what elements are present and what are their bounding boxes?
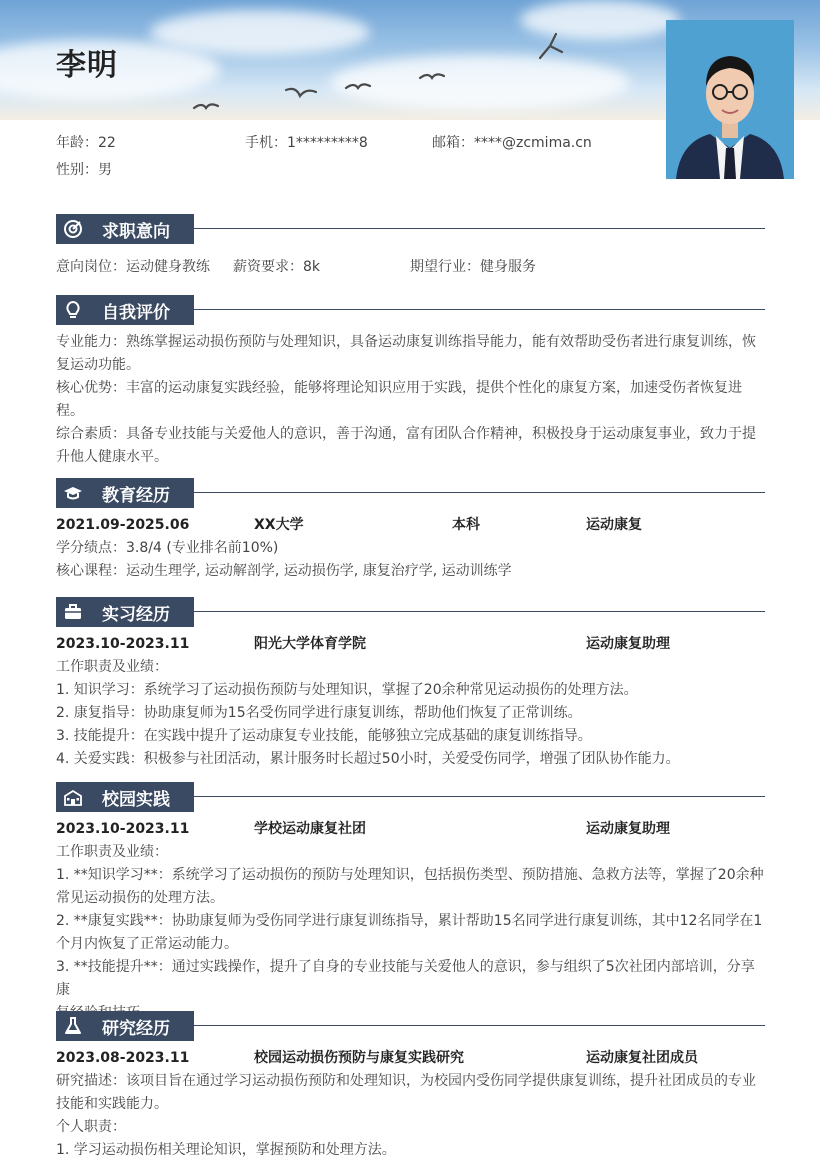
campus-line: 常见运动损伤的处理方法。 — [56, 890, 224, 906]
intent-salary: 薪资要求：8k — [233, 259, 321, 275]
section-title-campus — [56, 782, 194, 812]
intern-line: 3. 技能提升：在实践中提升了运动康复专业技能，能够独立完成基础的康复训练指导。 — [56, 728, 592, 744]
campus-line: 工作职责及业绩： — [56, 844, 168, 860]
research-role: 运动康复社团成员 — [586, 1050, 698, 1066]
edu-line: 核心课程：运动生理学, 运动解剖学, 运动损伤学, 康复治疗学, 运动训练学 — [56, 563, 512, 579]
edu-major: 运动康复 — [586, 517, 642, 533]
self-line: 核心优势：丰富的运动康复实践经验，能够将理论知识应用于实践，提供个性化的康复方案，加速受伤者恢复进 — [56, 380, 742, 396]
profile-photo — [666, 20, 794, 179]
section-title-text: 研究经历 — [102, 1018, 170, 1039]
section-intent — [56, 214, 765, 279]
campus-line: 1. **知识学习**：系统学习了运动损伤的预防与处理知识，包括损伤类型、预防措施、急救方法等，掌握了20余种 — [56, 867, 764, 883]
campus-line: 3. **技能提升**：通过实践操作，提升了自身的专业技能与关爱他人的意识，参与组织了5次社团内部培训，分享康 — [56, 959, 755, 998]
section-title-self — [56, 295, 194, 325]
self-line: 程。 — [56, 403, 84, 419]
intent-position: 意向岗位：运动健身教练 — [56, 259, 210, 275]
section-education — [56, 478, 765, 583]
self-line: 专业能力：熟练掌握运动损伤预防与处理知识，具备运动康复训练指导能力，能有效帮助受伤者进行康复训练，恢 — [56, 334, 756, 350]
intern-date: 2023.10-2023.11 — [56, 636, 190, 652]
section-title-education — [56, 478, 194, 508]
section-research — [56, 1011, 765, 1162]
campus-line: 2. **康复实践**：协助康复师为受伤同学进行康复训练指导，累计帮助15名同学进行康复训练，其中12名同学在1 — [56, 913, 763, 929]
info-email: 邮箱：****@zcmima.cn — [432, 135, 592, 151]
section-self — [56, 295, 765, 469]
research-line: 研究描述：该项目旨在通过学习运动损伤预防和处理知识，为校园内受伤同学提供康复训练，提升社团成员的专业 — [56, 1073, 756, 1089]
edu-date: 2021.09-2025.06 — [56, 517, 190, 533]
graduation-cap-icon — [62, 482, 84, 504]
self-line: 复运动功能。 — [56, 357, 140, 373]
section-title-internship — [56, 597, 194, 627]
lightbulb-icon — [62, 299, 84, 321]
section-title-text: 校园实践 — [102, 789, 170, 810]
info-phone: 手机：1*********8 — [245, 135, 368, 151]
section-title-text: 教育经历 — [102, 485, 170, 506]
candidate-name: 李明 — [56, 48, 118, 83]
school-building-icon — [62, 786, 84, 808]
campus-line: 个月内恢复了正常运动能力。 — [56, 936, 238, 952]
research-date: 2023.08-2023.11 — [56, 1050, 190, 1066]
section-title-text: 自我评价 — [102, 302, 170, 323]
campus-org: 学校运动康复社团 — [254, 821, 366, 837]
intern-role: 运动康复助理 — [586, 636, 670, 652]
research-line: 技能和实践能力。 — [56, 1096, 168, 1112]
self-line: 升他人健康水平。 — [56, 449, 168, 465]
research-project: 校园运动损伤预防与康复实践研究 — [254, 1050, 464, 1066]
research-line: 个人职责： — [56, 1119, 126, 1135]
intern-line: 4. 关爱实践：积极参与社团活动，累计服务时长超过50小时，关爱受伤同学，增强了团队协作能力。 — [56, 751, 680, 767]
edu-degree: 本科 — [452, 517, 480, 533]
intern-line: 2. 康复指导：协助康复师为15名受伤同学进行康复训练，帮助他们恢复了正常训练。 — [56, 705, 582, 721]
intent-industry: 期望行业：健身服务 — [410, 259, 536, 275]
campus-role: 运动康复助理 — [586, 821, 670, 837]
section-title-text: 求职意向 — [102, 221, 170, 242]
briefcase-icon — [62, 601, 84, 623]
intern-line: 工作职责及业绩： — [56, 659, 168, 675]
research-line: 1. 学习运动损伤相关理论知识，掌握预防和处理方法。 — [56, 1142, 396, 1158]
flask-icon — [62, 1015, 84, 1037]
section-internship — [56, 597, 765, 771]
info-gender: 性别：男 — [56, 162, 112, 178]
edu-school: XX大学 — [254, 517, 304, 533]
section-title-intent — [56, 214, 194, 244]
target-icon — [62, 218, 84, 240]
campus-date: 2023.10-2023.11 — [56, 821, 190, 837]
intern-line: 1. 知识学习：系统学习了运动损伤预防与处理知识，掌握了20余种常见运动损伤的处理方法。 — [56, 682, 638, 698]
section-title-text: 实习经历 — [102, 604, 170, 625]
intern-org: 阳光大学体育学院 — [254, 636, 366, 652]
edu-line: 学分绩点：3.8/4 (专业排名前10%) — [56, 540, 279, 556]
section-title-research — [56, 1011, 194, 1041]
section-campus — [56, 782, 765, 1025]
self-line: 综合素质：具备专业技能与关爱他人的意识，善于沟通，富有团队合作精神，积极投身于运动康复事业，致力于提 — [56, 426, 756, 442]
info-age: 年龄：22 — [56, 135, 116, 151]
